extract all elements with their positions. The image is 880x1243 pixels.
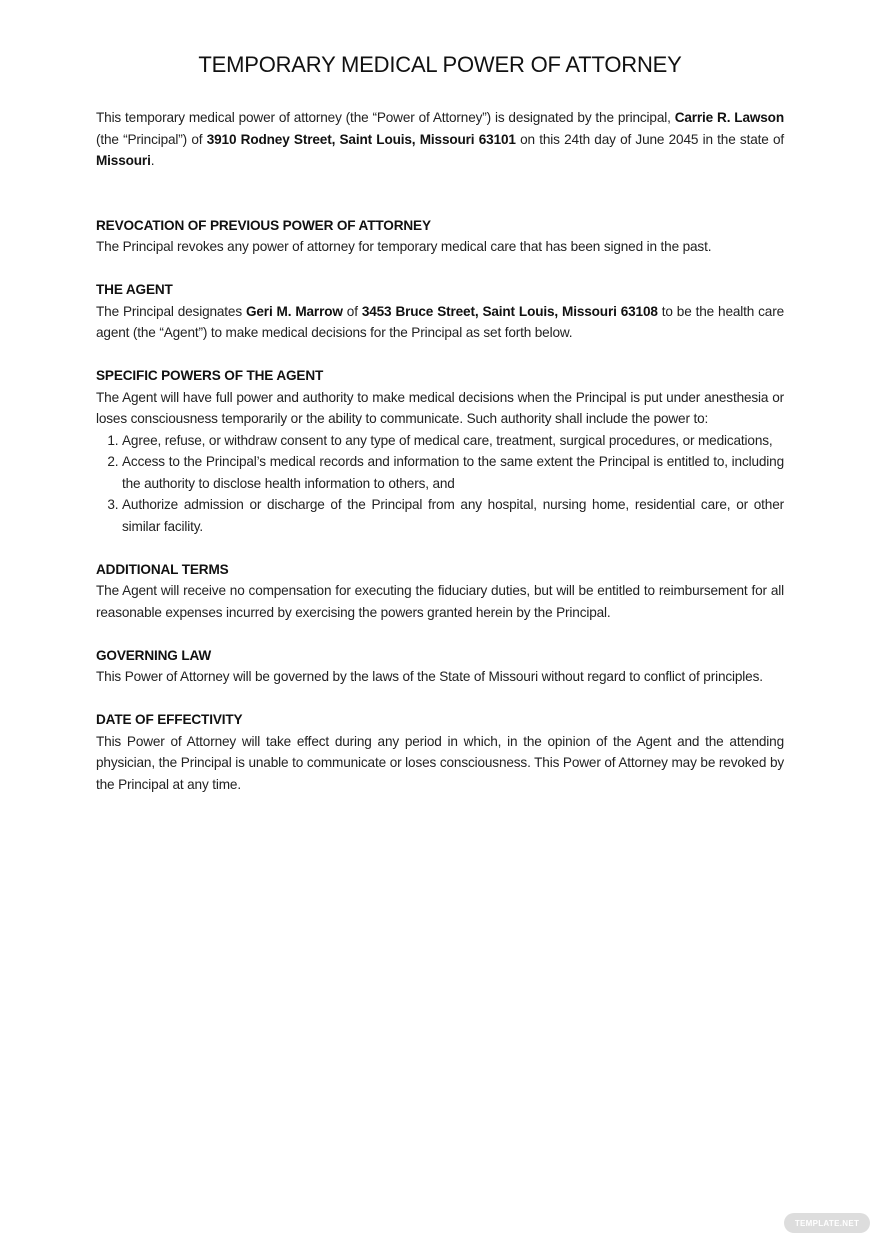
bold-text: Carrie R. Lawson bbox=[674, 110, 784, 125]
section-text: The Agent will have full power and authority to make medical decisions when the Principal is put under anesthesia or loses consciousness temporarily or the ability to communicate. Such authority shall include the power to: bbox=[96, 389, 784, 426]
list-item: 2. Access to the Principal’s medical records and information to the same extent the Principal is entitled to, including the authority to disclose health information to others, and bbox=[122, 451, 784, 494]
intro-paragraph bbox=[96, 107, 784, 172]
section-additional-terms bbox=[96, 559, 784, 624]
bold-text: 3910 Rodney Street, Saint Louis, Missouri 63101 bbox=[206, 131, 516, 147]
section-text: The Principal revokes any power of attorney for temporary medical care that has been signed in the past. bbox=[96, 239, 712, 254]
text-segment: of bbox=[342, 303, 362, 319]
section-text: This Power of Attorney will take effect during any period in which, in the opinion of the Agent and the attending physician, the Principal is unable to communicate or loses consciousness. This Power of Attorney may be revoked by the Principal at any time. bbox=[96, 733, 784, 792]
section-heading: ADDITIONAL TERMS bbox=[96, 561, 229, 577]
text-segment: This temporary medical power of attorney (the “Power of Attorney”) is designated by the principal, bbox=[96, 110, 675, 125]
bold-text: Missouri bbox=[96, 153, 151, 168]
section-heading: THE AGENT bbox=[96, 282, 173, 297]
document-title: TEMPORARY MEDICAL POWER OF ATTORNEY bbox=[198, 52, 682, 77]
text-segment: . bbox=[150, 153, 155, 168]
text-segment: to be the health care agent (the “Agent”) to make medical decisions for the Principal as set forth below. bbox=[96, 303, 785, 340]
section-revocation bbox=[96, 215, 784, 258]
bold-text: Geri M. Marrow bbox=[245, 303, 343, 319]
bold-text: 3453 Bruce Street, Saint Louis, Missouri 63108 bbox=[361, 303, 658, 319]
section-text: The Agent will receive no compensation for executing the fiduciary duties, but will be entitled to reimbursement for all reasonable expenses incurred by exercising the powers granted herein by the Principal. bbox=[96, 583, 784, 620]
section-heading: REVOCATION OF PREVIOUS POWER OF ATTORNEY bbox=[96, 217, 431, 233]
section-date-of-effectivity bbox=[96, 709, 784, 795]
section-text: This Power of Attorney will be governed by the laws of the State of Missouri without regard to conflict of principles. bbox=[96, 669, 763, 684]
template-net-watermark: TEMPLATE.NET bbox=[784, 1213, 870, 1233]
section-heading: SPECIFIC POWERS OF THE AGENT bbox=[96, 368, 324, 383]
text-segment: (the “Principal”) of bbox=[96, 131, 207, 147]
section-agent bbox=[96, 279, 784, 344]
section-heading: DATE OF EFFECTIVITY bbox=[96, 712, 243, 727]
section-powers bbox=[96, 365, 784, 537]
list-item: 3. Authorize admission or discharge of the Principal from any hospital, nursing home, residential care, or other similar facility. bbox=[122, 494, 784, 537]
section-text bbox=[96, 301, 784, 344]
section-governing-law bbox=[96, 645, 784, 688]
text-segment: The Principal designates bbox=[96, 303, 246, 319]
list-item: 1. Agree, refuse, or withdraw consent to any type of medical care, treatment, surgical procedures, or medications, bbox=[122, 430, 784, 452]
text-segment: on this 24th day of June 2045 in the state of bbox=[515, 131, 785, 147]
powers-list bbox=[96, 430, 784, 538]
document-body bbox=[96, 107, 784, 817]
section-heading: GOVERNING LAW bbox=[96, 647, 212, 663]
